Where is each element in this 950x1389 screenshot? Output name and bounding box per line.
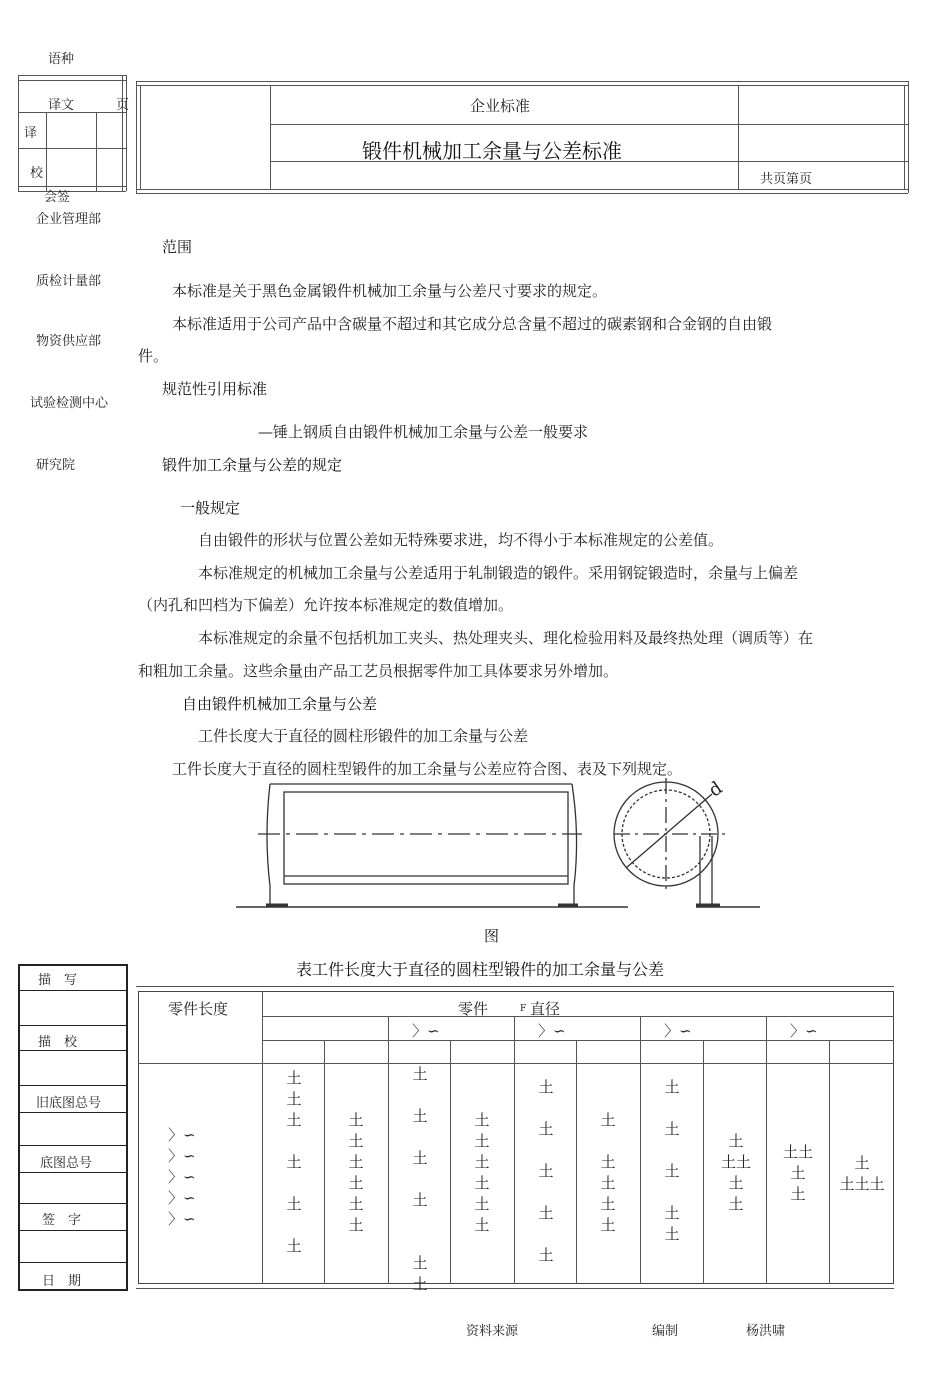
header-border-right	[904, 85, 905, 189]
header-border-bottom2	[136, 193, 908, 194]
tolerance-cell: 土 土土土	[839, 1154, 885, 1193]
general-rules-title: 一般规定	[180, 499, 241, 517]
header-row-line	[270, 124, 908, 125]
cosign-label: 会签	[44, 190, 71, 205]
margin-box-bottom	[18, 191, 126, 192]
margin-box-div	[46, 112, 47, 191]
header-border-left2	[140, 85, 141, 189]
side-row-sign: 签 字	[42, 1213, 82, 1228]
general-para-2-cont: （内孔和凹档为下偏差）允许按本标准规定的数值增加。	[138, 596, 514, 614]
side-row-draw: 描 写	[38, 973, 78, 988]
xiao-label: 校	[30, 166, 44, 181]
col-part: 零件	[458, 1000, 489, 1018]
tolerance-cell: 土 土土 土 土	[720, 1132, 751, 1213]
col-part-length: 零件长度	[168, 1000, 229, 1018]
scope-para-2-cont: 件。	[138, 347, 169, 365]
diameter-range-3: 〉∽	[664, 1022, 692, 1040]
org-label: 企业标准	[470, 97, 531, 115]
dept-supply: 物资供应部	[36, 334, 102, 349]
header-border-top	[136, 81, 908, 82]
blank-right-curve	[572, 784, 577, 886]
margin-box-left	[18, 75, 19, 191]
page-label: 页	[116, 98, 130, 113]
header-border-bottom	[136, 189, 908, 190]
side-row-base-no: 底图总号	[40, 1156, 93, 1171]
tolerance-cell: 土 土 土 土 土	[538, 1078, 554, 1264]
lang-label: 语种	[48, 52, 75, 67]
diameter-range-4: 〉∽	[790, 1022, 818, 1040]
page-info: 共页第页	[760, 172, 813, 187]
footer-source-label: 资料来源	[466, 1324, 519, 1339]
margin-box-right	[122, 75, 123, 191]
margin-box-top	[18, 75, 126, 76]
scope-para-2: 本标准适用于公司产品中含碳量不超过和其它成分总含量不超过的碳素钢和合金钢的自由锻	[172, 315, 773, 333]
cylinder-para: 工件长度大于直径的圆柱型锻件的加工余量与公差应符合图、表及下列规定。	[172, 760, 683, 778]
side-records-table	[18, 964, 128, 1291]
table-caption: 表工件长度大于直径的圆柱型锻件的加工余量与公差	[296, 960, 665, 979]
footer-compiled-label: 编制	[652, 1324, 679, 1339]
side-row-old-base-no: 旧底图总号	[36, 1096, 102, 1111]
blank-left-curve	[267, 784, 270, 886]
tolerance-cell: 土土 土 土	[782, 1143, 813, 1203]
header-col-line	[738, 85, 739, 189]
general-para-3-cont: 和粗加工余量。这些余量由产品工艺员根据零件加工具体要求另外增加。	[138, 662, 619, 680]
margin-box-top2	[18, 80, 126, 81]
dept-research: 研究院	[36, 458, 76, 473]
margin-box-right2	[126, 75, 127, 191]
diameter-label: d	[704, 777, 727, 802]
dept-enterprise-mgmt: 企业管理部	[36, 212, 102, 227]
tolerance-cell: 土 土 土 土 土 土	[286, 1069, 302, 1255]
length-range-4: 〉∽	[168, 1189, 196, 1207]
doc-title: 锻件机械加工余量与公差标准	[362, 139, 622, 163]
general-para-3: 本标准规定的余量不包括机加工夹头、热处理夹头、理化检验用料及最终热处理（调质等）在	[198, 629, 814, 647]
general-para-2: 本标准规定的机械加工余量与公差适用于轧制锻造的锻件。采用钢锭锻造时，余量与上偏差	[198, 564, 799, 582]
general-para-1: 自由锻件的形状与位置公差如无特殊要求进，均不得小于本标准规定的公差值。	[198, 531, 724, 549]
length-range-3: 〉∽	[168, 1168, 196, 1186]
header-border-right2	[908, 81, 909, 193]
side-row-date: 日 期	[42, 1274, 82, 1289]
translate-label: 译文	[48, 98, 75, 113]
length-range-2: 〉∽	[168, 1147, 196, 1165]
header-border-top2	[136, 85, 908, 86]
section-scope-title: 范围	[162, 238, 193, 256]
yi-label: 译	[24, 126, 38, 141]
cylinder-subtitle: 工件长度大于直径的圆柱形锻件的加工余量与公差	[198, 727, 529, 745]
scope-para-1: 本标准是关于黑色金属锻件机械加工余量与公差尺寸要求的规定。	[172, 282, 608, 300]
dept-test-center: 试验检测中心	[30, 396, 109, 411]
side-row-check: 描 校	[38, 1035, 78, 1050]
margin-box-line	[18, 148, 126, 149]
tolerance-cell: 土 土 土 土 土	[664, 1078, 680, 1243]
footer-compiler-name: 杨洪啸	[746, 1324, 786, 1339]
tolerance-cell: 土 土 土 土 土 土	[412, 1065, 428, 1293]
length-range-1: 〉∽	[168, 1126, 196, 1144]
margin-box-line	[18, 186, 126, 187]
tolerance-cell: 土 土 土 土 土 土	[348, 1111, 364, 1234]
length-range-5: 〉∽	[168, 1210, 196, 1228]
dept-quality: 质检计量部	[36, 274, 102, 289]
col-diameter: 直径	[530, 1000, 561, 1018]
diameter-range-1: 〉∽	[412, 1022, 440, 1040]
diameter-range-2: 〉∽	[538, 1022, 566, 1040]
section-rules-title: 锻件加工余量与公差的规定	[162, 456, 343, 474]
col-f: F	[520, 1004, 527, 1014]
tolerance-cell: 土 土 土 土 土 土	[474, 1111, 490, 1234]
tolerance-cell: 土 土 土 土 土	[600, 1111, 616, 1234]
margin-box-div	[96, 112, 97, 191]
header-border-left	[136, 81, 137, 193]
header-col-line	[270, 85, 271, 189]
free-forging-title: 自由锻件机械加工余量与公差	[182, 695, 378, 713]
ref-standard: —锤上钢质自由锻件机械加工余量与公差一般要求	[258, 423, 589, 441]
forging-figure	[230, 776, 760, 914]
figure-caption: 图	[484, 927, 500, 945]
section-ref-title: 规范性引用标准	[162, 380, 268, 398]
